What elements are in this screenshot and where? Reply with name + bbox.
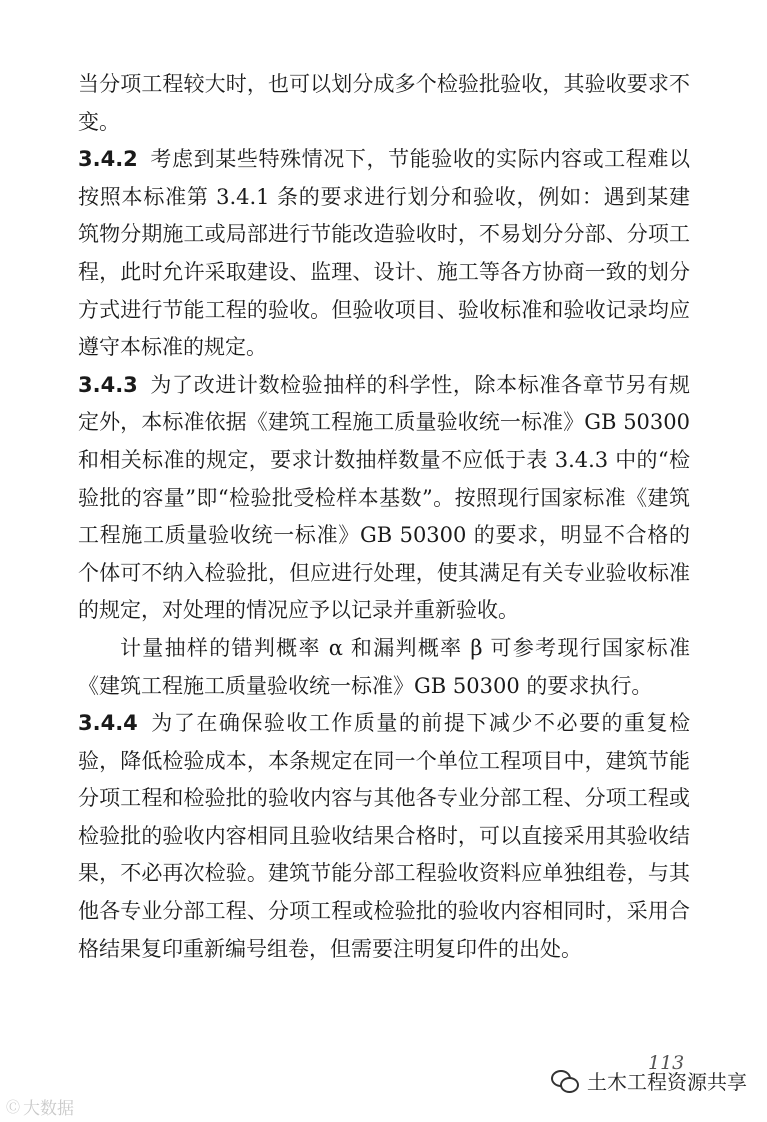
document-body: [78, 66, 690, 968]
clause-number: 3.4.2: [78, 147, 138, 172]
clause-text: 为了在确保验收工作质量的前提下减少不必要的重复检验，降低检验成本，本条规定在同一个单位工程项目中，建筑节能分项工程和检验批的验收内容与其他各专业分部工程、分项工程或检验批的验收内容相同且验收结果合格时，可以直接采用其验收结果，不必再次检验。建筑节能分部工程验收资料应单独组卷，与其他各专业分部工程、分项工程或检验批的验收内容相同时，采用合格结果复印重新编号组卷，但需要注明复印件的出处。: [78, 711, 690, 961]
paragraph-1-text: 当分项工程较大时，也可以划分成多个检验批验收，其验收要求不变。: [78, 72, 690, 134]
clause-number: 3.4.4: [78, 711, 138, 736]
paragraph-sampling-probability: [78, 630, 690, 705]
wechat-icon: [551, 1070, 579, 1092]
clause-3-4-2: [78, 141, 690, 367]
clause-3-4-3: [78, 367, 690, 630]
paragraph-text: 计量抽样的错判概率 α 和漏判概率 β 可参考现行国家标准《建筑工程施工质量验收统一标准》GB 50300 的要求执行。: [78, 635, 690, 698]
page-number: 113: [648, 1052, 685, 1074]
clause-3-4-4: [78, 705, 690, 968]
copyright-icon: Ⓒ: [6, 1099, 19, 1116]
clause-text: 考虑到某些特殊情况下，节能验收的实际内容或工程难以按照本标准第 3.4.1 条的要求进行划分和验收，例如：遇到某建筑物分期施工或局部进行节能改造验收时，不易划分分部、分项工程，此时允许采取建设、监理、设计、施工等各方协商一致的划分方式进行节能工程的验收。但验收项目、验收标准和验收记录均应遵守本标准的规定。: [78, 147, 690, 360]
corner-watermark-text: 大数据: [23, 1099, 74, 1119]
paragraph-1: [78, 66, 690, 141]
wechat-watermark: [551, 1066, 747, 1095]
clause-text: 为了改进计数检验抽样的科学性，除本标准各章节另有规定外，本标准依据《建筑工程施工质量验收统一标准》GB 50300 和相关标准的规定，要求计数抽样数量不应低于表 3.4.3 中的“检验批的容量”即“检验批受检样本基数”。按照现行国家标准《建筑工程施工质量验收统一标准》GB 50300 的要求，明显不合格的个体可不纳入检验批，但应进行处理，使其满足有关专业验收标准的规定，对处理的情况应予以记录并重新验收。: [78, 372, 690, 623]
clause-number: 3.4.3: [78, 372, 138, 397]
watermark-text: 土木工程资源共享: [587, 1070, 747, 1094]
corner-watermark: [6, 1094, 74, 1119]
